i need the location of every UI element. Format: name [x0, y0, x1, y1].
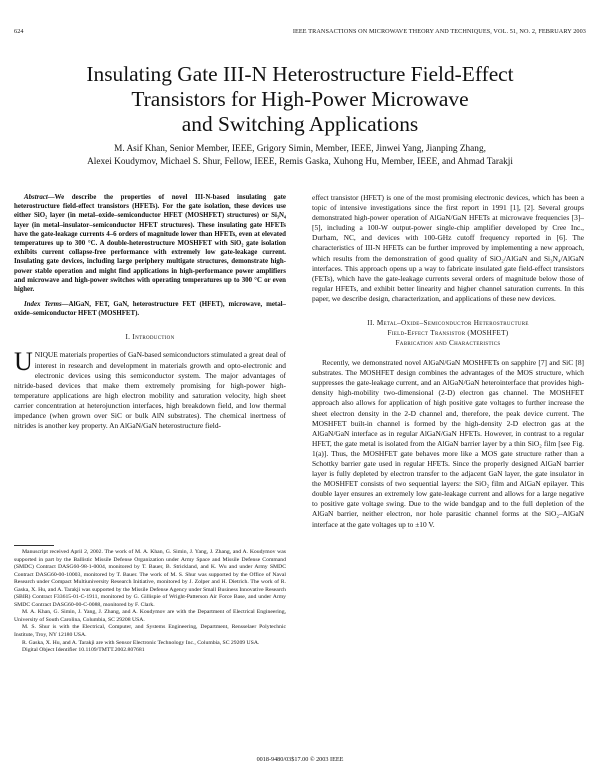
paper-title: [40, 62, 560, 137]
drop-cap: U: [14, 347, 33, 377]
section-heading-moshfet: [312, 318, 584, 348]
footnote-manuscript: Manuscript received April 2, 2002. The work of M. A. Khan, G. Simin, J. Yang, J. Zhang, and A. Koudymov was supported in part by the Ballistic Missile Defense Organization under Army Space and Missile Defense Command (SMDC) Contract DASG60-98-1-0004, monitored by T. Bauer, B. Strickland, and K. Wu and under Army SMDC Contract DASG60-00-10003, monitored by T. Bauer. The work of M. S. Shur was supported by the Office of Naval Research under Compact Multiuniversity Research Initiative, monitored by J. Zolper and H. Dietrich. The work of R. Gaska, X. Hu, and A. Tarakji was supported by the Missile Defense Agency under Small Business Innovative Research (SBIR) Contract F33615-01-C-1911, monitored by G. Gillispie of Wright-Patterson Air Force Base, and under Army SMDC Contract DASG60-00-C-0088, monitored by F. Clark.: [14, 549, 286, 608]
section-2-paragraph: Recently, we demonstrated novel AlGaN/GaN MOSHFETs on sapphire [7] and SiC [8] substrates. The MOSHFET design combines the advantages of the MOS structure, which suppresses the gate-leakage current, and an AlGaN/GaN heterointerface that provides high-density high-mobility two-dimensional (2-D) electron gas channel. The MOSHFET approach also allows for application of high positive gate voltages to further increase the sheet electron density in the 2-D channel and, therefore, the peak device current. The MOSHFET built-in channel is formed by the high-density 2-D electron gas at the AlGaN/GaN interface as in regular AlGaN/GaN HFETs. However, in contrast to a regular HFET, the gate metal is isolated from the AlGaN barrier layer by a thin SiO₂ film [see Fig. 1(a)]. Thus, the MOSHFET gate behaves more like a MOS gate structure rather than a Schottky barrier gate used in regular HFETs. Since the properly designed AlGaN barrier layer is fully depleted by electron transfer to the adjacent GaN layer, the gate insulator in the MOSHFET consists of two sequential layers: the SiO₂ film and AlGaN epilayer. This double layer ensures an extremely low gate-leakage current and allows for a large negative to positive gate voltage swing. Due to the wide bandgap and to the full depletion of the AlGaN barrier, neither electron, nor hole parasitic channel forms at the SiO₂–AlGaN interface at the gate voltages up to ±10 V.: [312, 358, 584, 529]
title-line: and Switching Applications: [181, 112, 419, 136]
right-column: [312, 193, 584, 530]
intro-text: NIQUE materials properties of GaN-based semiconductors stimulated a great deal of interest in research and development in materials growth and opto-electronic and electronic devices using this semiconductor system. The major advantages of nitride-based devices that make them extremely promising for high-power high-temperature applications are high electron mobility and saturation velocity, high sheet carrier concentration at heterojunction interfaces, high breakdown field, and low thermal impedance (when grown over SiC or bulk AlN substrates). The chemical inertness of nitrides is another key property. An AlGaN/GaN heterostructure field-: [14, 350, 286, 431]
section-title: Introduction: [132, 332, 175, 341]
section-heading-introduction: [14, 333, 286, 343]
title-line: Transistors for High-Power Microwave: [131, 87, 469, 111]
section-heading-line: Field-Effect Transistor (MOSHFET): [387, 329, 509, 338]
journal-header: IEEE TRANSACTIONS ON MICROWAVE THEORY AND TECHNIQUES, VOL. 51, NO. 2, FEBRUARY 2003: [292, 28, 586, 35]
section-heading-line: Fabrication and Characteristics: [395, 339, 501, 348]
copyright-line: 0018-9480/03$17.00 © 2003 IEEE: [256, 756, 344, 763]
abstract: [14, 193, 286, 294]
intro-paragraph: [14, 347, 286, 431]
left-column: [14, 193, 286, 431]
footnote-affiliation: M. A. Khan, G. Simin, J. Yang, J. Zhang, and A. Koudymov are with the Department of Electrical Engineering, University of South Carolina, Columbia, SC 29208 USA.: [14, 609, 286, 623]
index-terms-text: AlGaN, FET, GaN, heterostructure FET (HFET), microwave, metal–oxide–semiconductor HFET (MOSHFET).: [14, 301, 286, 318]
index-terms: [14, 300, 286, 318]
index-terms-lead: Index Terms—: [24, 301, 69, 309]
footnote-rule: [14, 545, 54, 546]
page-number: 624: [14, 28, 24, 35]
footnote-affiliation: M. S. Shur is with the Electrical, Computer, and Systems Engineering, Department, Rensselaer Polytechnic Institute, Troy, NY 12180 USA.: [14, 624, 286, 639]
title-line: Insulating Gate III-N Heterostructure Field-Effect: [86, 62, 514, 86]
intro-continuation: effect transistor (HFET) is one of the most promising electronic devices, which has been a topic of intensive investigations since the first report in 1991 [1], [2]. Several groups demonstrated high-power operation of AlGaN/GaN HFETs at microwave frequencies [3]–[5], including a 100-W output-power single-chip amplifier developed by Cree Inc., Durham, NC, and devices with 100-GHz cutoff frequency reported in [6]. The characteristics of III-N HFETs can be further improved by implementing a new approach, which results from the demonstration of good quality of SiO₂/AlGaN and Si₃N₄/AlGaN interfaces. This approach opens up a way to fabricate insulated gate field-effect transistors (FETs), which have the gate-leakage currents several orders of magnitude below those of regular HFETs, and exhibit better linearity and higher channel saturation currents. In this paper, we describe design, characterization, and applications of these new devices.: [312, 193, 584, 303]
abstract-text: We describe the properties of novel III-N-based insulating gate heterostructure field-effect transistors (HFETs). For the gate isolation, these devices use either SiO₂ layer (in metal–oxide–semiconductor HFET (MOSHFET) structures) or Si₃N₄ layer (in metal–insulator–semiconductor HFET structures). These insulating gate HFETs have the gate-leakage currents 4–6 orders of magnitude lower than HFETs, even at elevated temperatures up to 300 °C. A double-heterostructure MOSHFET with SiO₂ gate isolation exhibits current collapse-free performance with extremely low gate-leakage current. Insulating gate devices, including large periphery multigate structures, demonstrate high-power stable operation and might find applications in high-performance power amplifiers and microwave and high-power switches with operating temperatures up to 300 °C or even higher.: [14, 194, 286, 294]
section-heading-line: II. Metal–Oxide–Semiconductor Heterostructure: [367, 319, 529, 328]
section-number: I.: [125, 332, 131, 341]
section-2: [312, 318, 584, 530]
footnotes: [14, 549, 286, 655]
footnote-affiliation: R. Gaska, X. Hu, and A. Tarakji are with Sensor Electronic Technology Inc., Columbia, SC 29209 USA.: [22, 639, 260, 646]
running-header: [14, 28, 586, 38]
author-line: M. Asif Khan, Senior Member, IEEE, Grigory Simin, Member, IEEE, Jinwei Yang, Jianping Zhang,: [114, 144, 486, 154]
abstract-lead: Abstract—: [24, 194, 55, 201]
footnote-doi: Digital Object Identifier 10.1109/TMTT.2002.807681: [22, 647, 145, 654]
author-list: [30, 143, 570, 169]
author-line: Alexei Koudymov, Michael S. Shur, Fellow, IEEE, Remis Gaska, Xuhong Hu, Member, IEEE, and Ahmad Tarakji: [87, 157, 513, 167]
